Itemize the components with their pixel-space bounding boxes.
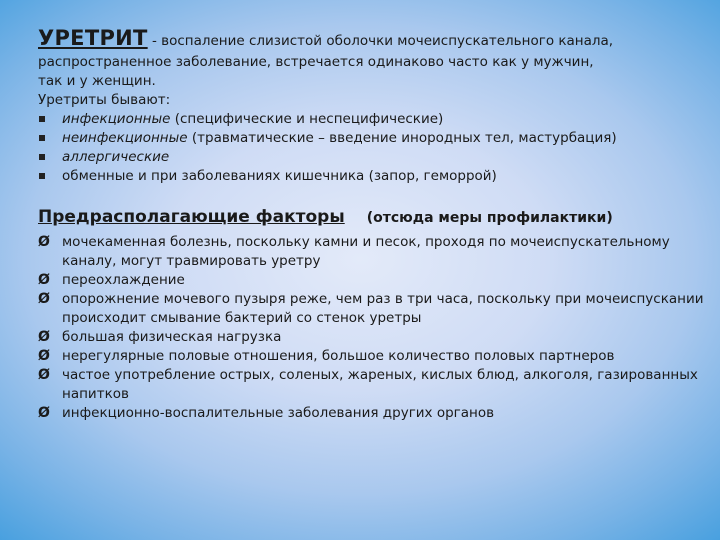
arrow-bullet-icon: Ø (38, 348, 50, 364)
arrow-bullet-icon: Ø (38, 272, 50, 288)
intro-line: так и у женщин. (38, 73, 156, 89)
square-bullet-icon (39, 116, 45, 122)
list-item (38, 347, 708, 366)
factors-list (38, 233, 708, 423)
list-item (38, 129, 708, 148)
factor-text: опорожнение мочевого пузыря реже, чем раз в три часа, поскольку при мочеиспускании происходит смывание бактерий со стенок уретры (62, 291, 704, 326)
slide-content (38, 28, 708, 423)
type-italic: неинфекционные (62, 130, 188, 146)
type-italic: инфекционные (62, 111, 171, 127)
factor-text: переохлаждение (62, 272, 185, 288)
list-item (38, 290, 708, 328)
type-rest: (травматические – введение инородных тел, мастурбация) (187, 130, 617, 146)
intro-line: распространенное заболевание, встречается одинаково часто как у мужчин, (38, 54, 594, 70)
list-item (38, 404, 708, 423)
arrow-bullet-icon: Ø (38, 329, 50, 345)
list-item (38, 167, 708, 186)
type-rest: обменные и при заболеваниях кишечника (запор, геморрой) (62, 168, 497, 184)
intro-text (38, 53, 708, 110)
arrow-bullet-icon: Ø (38, 367, 50, 383)
slide-title: УРЕТРИТ (38, 26, 148, 50)
type-italic: аллергические (62, 149, 170, 165)
arrow-bullet-icon: Ø (38, 405, 50, 421)
factor-text: большая физическая нагрузка (62, 329, 282, 345)
square-bullet-icon (39, 135, 45, 141)
factors-heading: Предрасполагающие факторы (38, 207, 345, 227)
list-item (38, 148, 708, 167)
intro-line: Уретриты бывают: (38, 92, 171, 108)
list-item (38, 233, 708, 271)
factor-text: нерегулярные половые отношения, большое количество половых партнеров (62, 348, 615, 364)
arrow-bullet-icon: Ø (38, 234, 50, 250)
title-description: - воспаление слизистой оболочки мочеиспускательного канала, (147, 33, 614, 49)
factor-text: частое употребление острых, соленых, жареных, кислых блюд, алкоголя, газированных напитков (62, 367, 698, 402)
types-list (38, 110, 708, 186)
arrow-bullet-icon: Ø (38, 291, 50, 307)
type-rest: (специфические и неспецифические) (170, 111, 444, 127)
list-item (38, 328, 708, 347)
list-item (38, 366, 708, 404)
factors-heading-line (38, 206, 708, 229)
list-item (38, 271, 708, 290)
list-item (38, 110, 708, 129)
factor-text: инфекционно-воспалительные заболевания других органов (62, 405, 495, 421)
square-bullet-icon (39, 154, 45, 160)
square-bullet-icon (39, 173, 45, 179)
factor-text: мочекаменная болезнь, поскольку камни и песок, проходя по мочеиспускательному каналу, могут травмировать уретру (62, 234, 670, 269)
title-line (38, 28, 708, 51)
factors-note: (отсюда меры профилактики) (366, 210, 613, 226)
